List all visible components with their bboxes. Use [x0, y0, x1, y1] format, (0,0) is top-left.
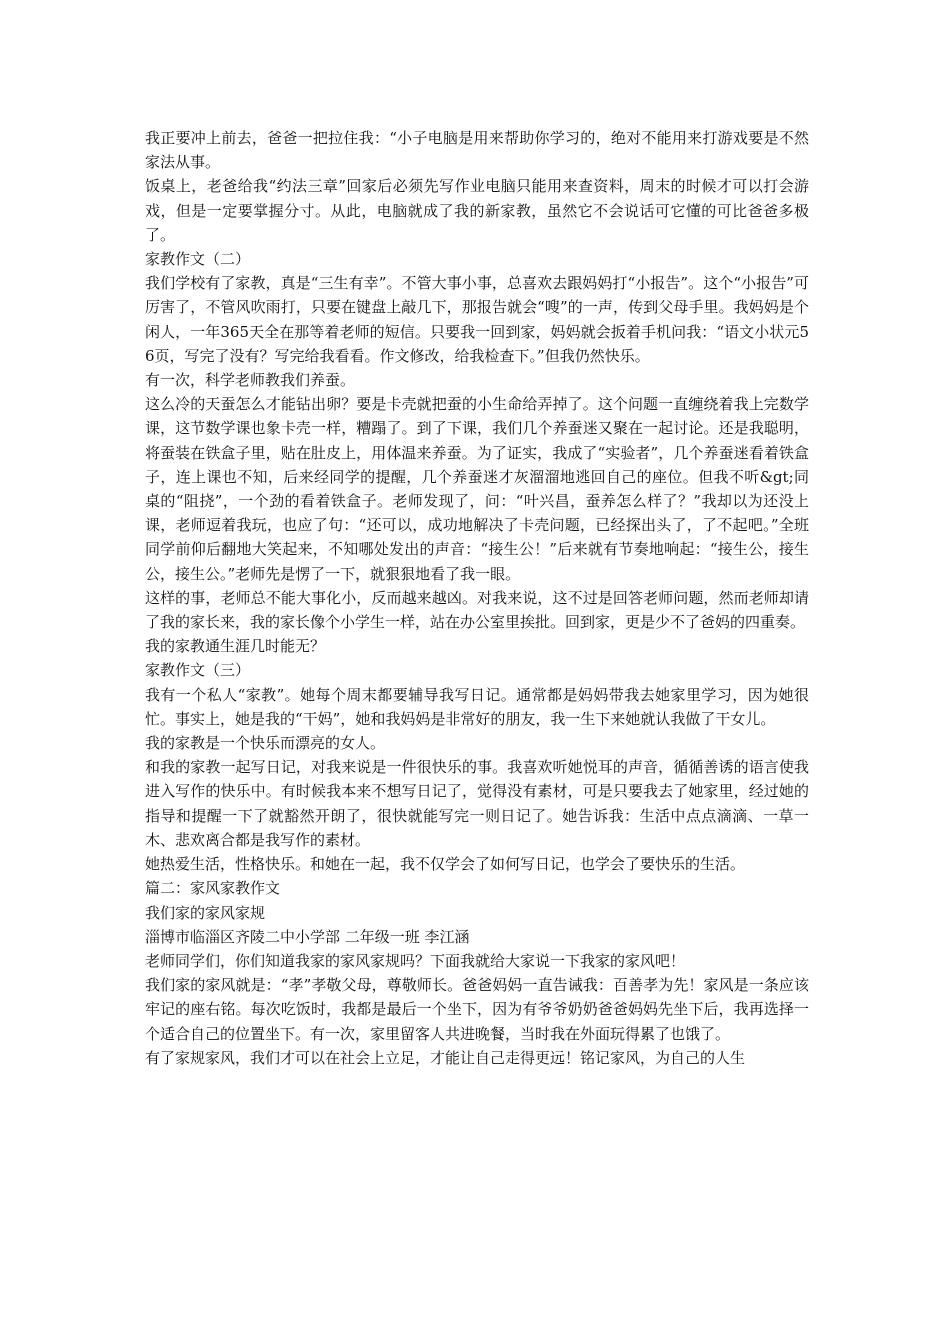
paragraph: 有一次，科学老师教我们养蚕。 — [145, 371, 356, 390]
section-heading: 家教作文（二） — [145, 250, 251, 269]
paragraph: 饭桌上，老爸给我“约法三章”回家后必须先写作业电脑只能用来查资料，周末的时候才可以打会游戏，但是一定要掌握分寸。从此，电脑就成了我的新家教，虽然它不会说话可它懂的可比爸爸多极了。 — [145, 177, 809, 244]
paragraph: 我的家教通生涯几时能无？ — [145, 637, 326, 656]
paragraph: 我有一个私人“家教”。她每个周末都要辅导我写日记。通常都是妈妈带我去她家里学习，因为她很忙。事实上，她是我的“干妈”，她和我妈妈是非常好的朋友，我一生下来她就认我做了干女儿。 — [145, 685, 809, 728]
paragraph: 老师同学们，你们知道我家的家风家规吗？下面我就给大家说一下我家的家风吧！ — [145, 951, 686, 970]
paragraph: 我的家教是一个快乐而漂亮的女人。 — [145, 734, 386, 753]
paragraph: 这么冷的天蚕怎么才能钻出卵？要是卡壳就把蚕的小生命给弄掉了。这个问题一直缠绕着我上完数学课，这节数学课也象卡壳一样，糟蹋了。到了下课，我们几个养蚕迷又聚在一起讨论。还是我聪明，将蚕装在铁盒子里，贴在肚皮上，用体温来养蚕。为了证实，我成了“实验者”，几个养蚕迷看着铁盒子，连上课也不知，后来经同学的提醒，几个养蚕迷才灰溜溜地逃回自己的座位。但我不听&gt;同桌的“阻挠”，一个劲的看着铁盒子。老师发现了，问：“叶兴昌，蚕养怎么样了？”我却以为还没上课，老师逗着我玩，也应了句：“还可以，成功地解决了卡壳问题，已经探出头了，了不起吧。”全班同学前仰后翻地大笑起来，不知哪处发出的声音：“接生公！”后来就有节奏地响起：“接生公，接生公，接生公。”老师先是愣了一下，就狠狠地看了我一眼。 — [145, 395, 809, 583]
section-heading: 家教作文（三） — [145, 661, 251, 680]
author-line: 淄博市临淄区齐陵二中小学部 二年级一班 李江涵 — [145, 927, 470, 946]
paragraph: 我们学校有了家教，真是“三生有幸”。不管大事小事，总喜欢去跟妈妈打“小报告”。这个“小报告”可厉害了，不管风吹雨打，只要在键盘上敲几下，那报告就会“嗖”的一声，传到父母手里。我妈妈是个闲人，一年365天全在那等着老师的短信。只要我一回到家，妈妈就会扳着手机问我：“语文小状元56页，写完了没有？写完给我看看。作文修改，给我检查下。”但我仍然快乐。 — [145, 274, 809, 365]
article-title: 我们家的家风家规 — [145, 903, 266, 922]
section-heading: 篇二：家风家教作文 — [145, 879, 281, 898]
paragraph: 我们家的家风就是：“孝”孝敬父母，尊敬师长。爸爸妈妈一直告诫我：百善孝为先！家风是一条应该牢记的座右铭。每次吃饭时，我都是最后一个坐下，因为有爷爷奶奶爸爸妈妈先坐下后，我再选择一个适合自己的位置坐下。有一次，家里留客人共进晚餐，当时我在外面玩得累了也饿了。 — [145, 976, 809, 1043]
paragraph: 她热爱生活，性格快乐。和她在一起，我不仅学会了如何写日记，也学会了要快乐的生活。 — [145, 855, 746, 874]
paragraph: 有了家规家风，我们才可以在社会上立足，才能让自己走得更远！铭记家风，为自己的人生 — [145, 1048, 746, 1067]
paragraph: 我正要冲上前去，爸爸一把拉住我：“小子电脑是用来帮助你学习的，绝对不能用来打游戏要是不然家法从事。 — [145, 129, 809, 172]
paragraph: 和我的家教一起写日记，对我来说是一件很快乐的事。我喜欢听她悦耳的声音，循循善诱的语言使我进入写作的快乐中。有时候我本来不想写日记了，觉得没有素材，可是只要我去了她家里，经过她的指导和提醒一下了就豁然开朗了，很快就能写完一则日记了。她告诉我：生活中点点滴滴、一草一木、悲欢离合都是我写作的素材。 — [145, 758, 809, 849]
document-body — [145, 126, 809, 1070]
paragraph: 这样的事，老师总不能大事化小，反而越来越凶。对我来说，这不过是回答老师问题，然而老师却请了我的家长来，我的家长像个小学生一样，站在办公室里挨批。回到家，更是少不了爸妈的四重奏。 — [145, 588, 809, 632]
